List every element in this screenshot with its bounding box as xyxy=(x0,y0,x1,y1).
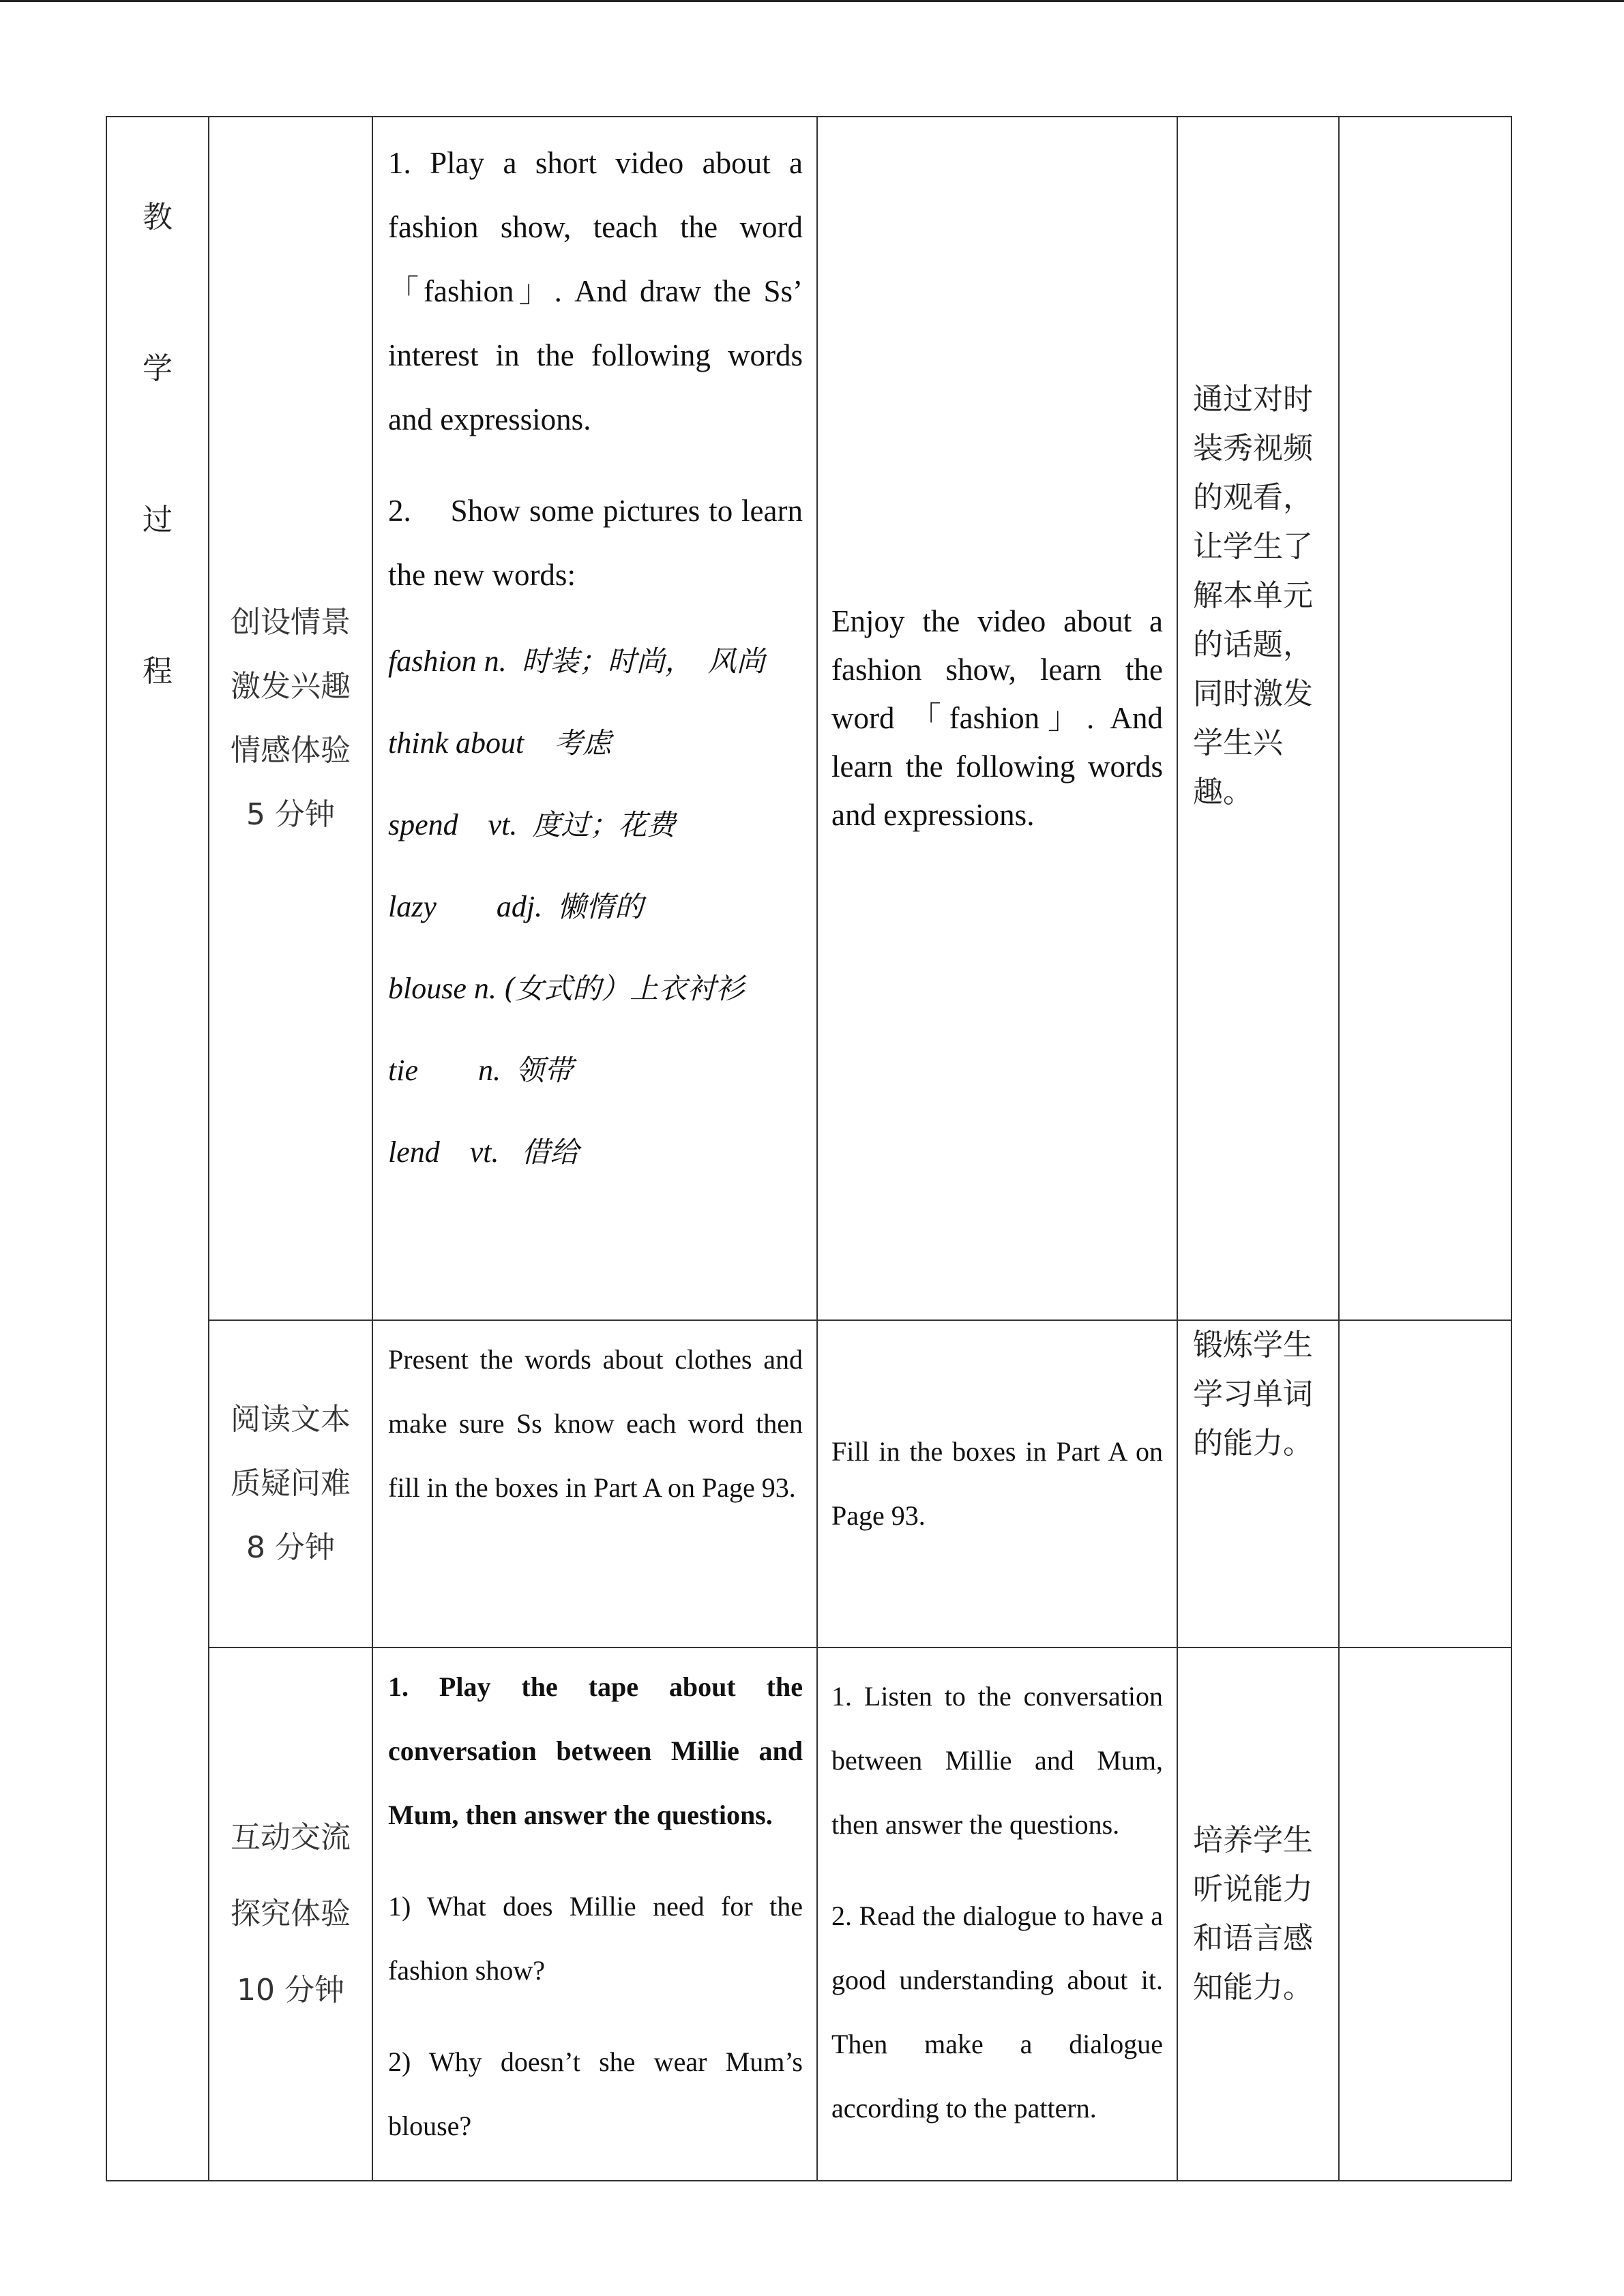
vocab-en: tie n. xyxy=(388,1054,501,1087)
stage-label: 创设情景 xyxy=(231,604,351,640)
student-activity: 1. Listen to the conversation between Millie and Mum, then answer the questions. xyxy=(831,1681,1163,1840)
stage-time: 5 分钟 xyxy=(246,796,335,832)
stage-label: 质疑问难 xyxy=(231,1466,351,1501)
vocab-en: think about xyxy=(388,726,525,760)
vocab-cn: 借给 xyxy=(521,1135,579,1169)
table-row xyxy=(106,1320,1511,1648)
vocab-cn: 时装；时尚， 风尚 xyxy=(521,644,765,678)
vocab-en: blouse n. xyxy=(388,972,497,1005)
vocab-item xyxy=(388,961,803,1016)
process-char: 过 xyxy=(143,503,173,537)
stage-label: 阅读文本 xyxy=(231,1402,351,1437)
notes-cell xyxy=(1339,1648,1511,2181)
stage-time: 10 分钟 xyxy=(237,1973,344,2008)
stage-label: 探究体验 xyxy=(231,1896,351,1931)
vocab-cn: (女式的）上衣衬衫 xyxy=(503,972,745,1005)
table-row xyxy=(106,117,1511,1320)
process-char: 程 xyxy=(143,654,173,689)
notes-cell xyxy=(1339,1320,1511,1648)
vocab-item xyxy=(388,880,803,934)
design-intent: 培养学生听说能力和语言感知能力。 xyxy=(1193,1823,1313,2005)
teacher-activity-cell xyxy=(372,1320,817,1648)
process-char: 学 xyxy=(143,351,173,386)
student-activity-cell xyxy=(817,1648,1177,2181)
vocab-cn: 领带 xyxy=(515,1054,573,1087)
vocab-en: spend vt. xyxy=(388,808,518,841)
student-activity-cell xyxy=(817,1320,1177,1648)
stage-label: 激发兴趣 xyxy=(231,668,351,704)
process-char: 教 xyxy=(143,200,173,235)
vocab-en: fashion n. xyxy=(388,644,507,678)
process-label-cell xyxy=(106,117,209,2181)
table-row xyxy=(106,1648,1511,2181)
vocab-cn: 考虑 xyxy=(554,726,612,760)
teacher-item: Present the words about clothes and make sure Ss know each word then fill in the boxes in Part A on Page 93. xyxy=(388,1344,803,1503)
vocab-item xyxy=(388,798,803,852)
student-activity: Enjoy the video about a fashion show, learn the word 「fashion」. And learn the following words and expressions. xyxy=(831,604,1163,832)
vocab-item xyxy=(388,1043,803,1098)
vocab-item xyxy=(388,716,803,771)
teacher-activity-cell xyxy=(372,1648,817,2181)
student-activity: Fill in the boxes in Part A on Page 93. xyxy=(831,1436,1163,1531)
stage-time: 8 分钟 xyxy=(246,1530,335,1565)
design-intent-cell xyxy=(1177,1648,1339,2181)
lesson-plan-table xyxy=(106,116,1512,2181)
stage-cell xyxy=(209,1320,372,1648)
page-top-border xyxy=(0,0,1624,2)
vocab-item xyxy=(388,634,803,689)
student-activity-cell xyxy=(817,117,1177,1320)
teacher-activity-cell xyxy=(372,117,817,1320)
student-activity: 2. Read the dialogue to have a good understanding about it. Then make a dialogue according to the pattern. xyxy=(831,1900,1163,2123)
design-intent-cell xyxy=(1177,117,1339,1320)
stage-cell xyxy=(209,117,372,1320)
notes-cell xyxy=(1339,117,1511,1320)
teacher-item: 2. Show some pictures to learn the new words: xyxy=(388,494,803,592)
teacher-question: 1) What does Millie need for the fashion show? xyxy=(388,1891,803,1986)
vocab-cn: 懒惰的 xyxy=(557,890,644,923)
design-intent: 锻炼学生学习单词的能力。 xyxy=(1193,1328,1313,1461)
vocab-en: lazy adj. xyxy=(388,890,543,923)
vocab-en: lend vt. xyxy=(388,1135,499,1169)
vocab-cn: 度过；花费 xyxy=(532,808,676,841)
vocab-item xyxy=(388,1125,803,1180)
design-intent: 通过对时装秀视频的观看，让学生了解本单元的话题，同时激发学生兴趣。 xyxy=(1193,382,1313,809)
teacher-item: 1. Play a short video about a fashion show, teach the word 「fashion」. And draw the Ss’ interest in the following words and expressions. xyxy=(388,146,803,436)
stage-cell xyxy=(209,1648,372,2181)
teacher-heading: 1. Play the tape about the conversation between Millie and Mum, then answer the questions. xyxy=(388,1671,803,1830)
teacher-question: 2) Why doesn’t she wear Mum’s blouse? xyxy=(388,2046,803,2141)
stage-label: 互动交流 xyxy=(231,1820,351,1855)
design-intent-cell xyxy=(1177,1320,1339,1648)
stage-label: 情感体验 xyxy=(231,732,351,768)
